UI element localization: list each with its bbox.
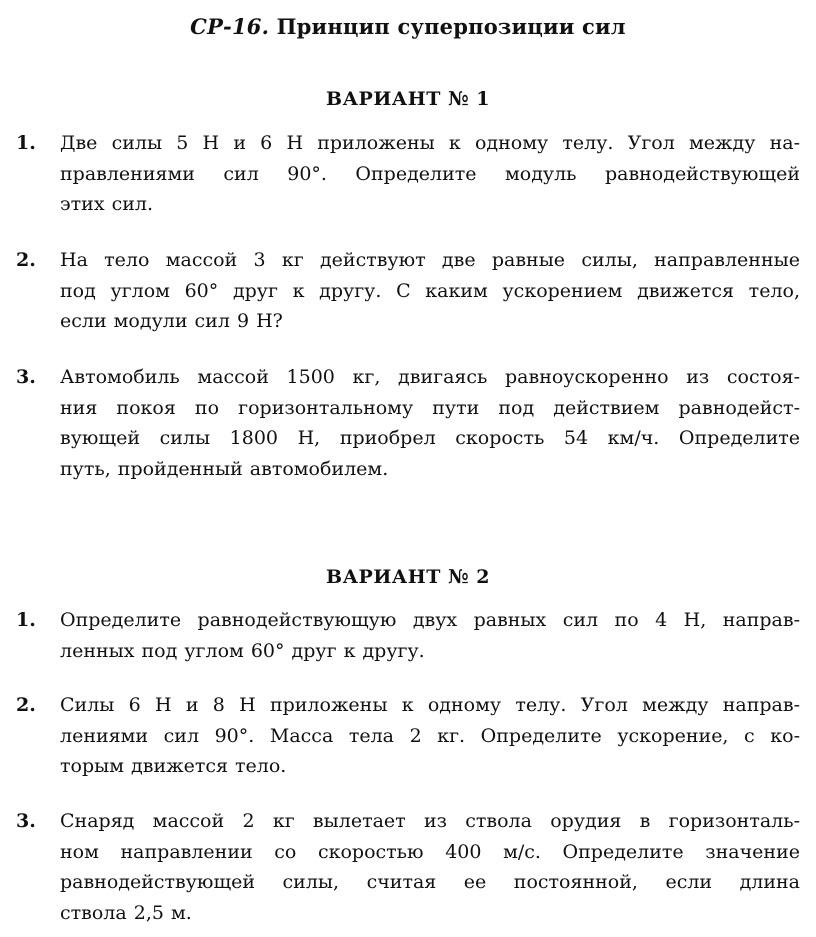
variant-1-problem-1	[16, 128, 800, 220]
variant-1-problem-2	[16, 245, 800, 337]
problem-text-line: ствола 2,5 м.	[60, 901, 192, 924]
problem-text-line: Две силы 5 Н и 6 Н приложены к одному телу. Угол между на-	[60, 132, 800, 154]
variant-1-problem-3	[16, 362, 800, 484]
problem-text-line: ния покоя по горизонтальному пути под действием равнодейст-	[60, 396, 800, 419]
variant-2-heading: ВАРИАНТ № 2	[326, 566, 490, 588]
problem-text-line: равнодействующей силы, считая ее постоянной, если длина	[60, 871, 800, 893]
problem-text-line: если модули сил 9 Н?	[60, 310, 283, 332]
problem-text-line: правлениями сил 90°. Определите модуль равнодействующей	[60, 162, 800, 185]
worksheet-title: Принцип суперпозиции сил	[276, 14, 626, 39]
problem-text-line: Снаряд массой 2 кг вылетает из ствола орудия в горизонталь-	[60, 810, 800, 832]
problem-text-line: вующей силы 1800 Н, приобрел скорость 54 км/ч. Определите	[60, 427, 800, 449]
problem-text-line: ленных под углом 60° друг к другу.	[60, 639, 425, 662]
variant-1-heading: ВАРИАНТ № 1	[326, 88, 490, 110]
problem-text-line: лениями сил 90°. Масса тела 2 кг. Определите ускорение, с ко-	[60, 724, 800, 747]
problem-number: 3.	[16, 810, 36, 832]
problem-number: 1.	[16, 132, 36, 154]
problem-text-line: На тело массой 3 кг действуют две равные силы, направленные	[60, 249, 800, 271]
problem-text-line: этих сил.	[60, 193, 153, 215]
problem-number: 2.	[16, 249, 36, 271]
problem-number: 3.	[16, 366, 36, 388]
problem-text-line: Автомобиль массой 1500 кг, двигаясь равноускоренно из состоя-	[60, 366, 800, 388]
problem-number: 1.	[16, 609, 36, 631]
variant-2-problem-1	[16, 605, 800, 666]
variant-2-problem-2	[16, 690, 800, 782]
problem-text-line: Силы 6 Н и 8 Н приложены к одному телу. Угол между направ-	[60, 694, 800, 716]
problem-text-line: путь, пройденный автомобилем.	[60, 457, 389, 480]
page-title	[0, 14, 816, 39]
variant-2-problem-3	[16, 806, 800, 928]
worksheet-code: СР-16.	[190, 14, 270, 39]
problem-text-line: ном направлении со скоростью 400 м/с. Определите значение	[60, 840, 800, 863]
problem-text-line: Определите равнодействующую двух равных сил по 4 Н, направ-	[60, 609, 800, 631]
problem-text-line: торым движется тело.	[60, 755, 287, 777]
problem-number: 2.	[16, 694, 36, 716]
problem-text-line: под углом 60° друг к другу. С каким ускорением движется тело,	[60, 279, 800, 302]
